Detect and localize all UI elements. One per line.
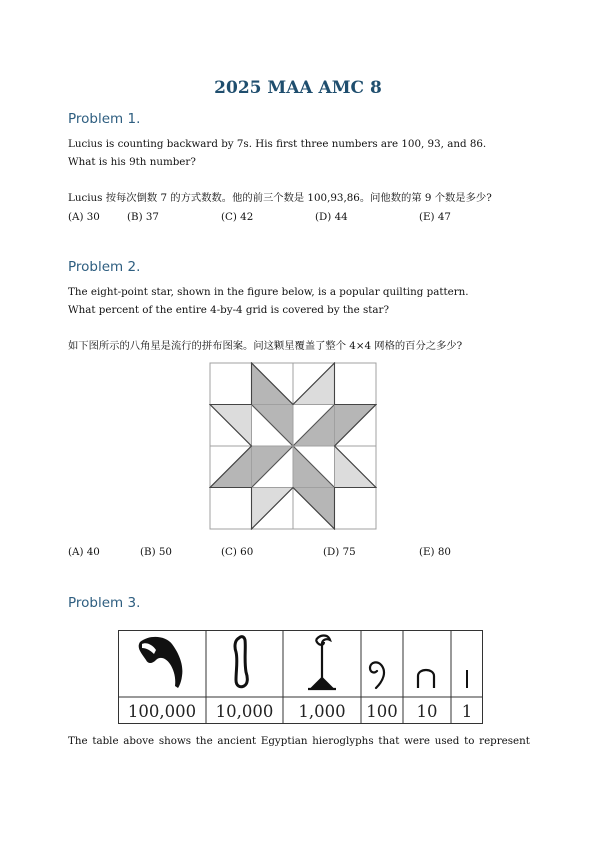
word: ancient [217,735,257,747]
hieroglyph-table [118,630,484,725]
word: shows [158,735,192,747]
word: The [68,735,88,747]
problem-2-option-a: (A) 40 [68,546,100,558]
value-10000: 10,000 [215,702,274,721]
problem-2-option-e: (E) 80 [419,546,451,558]
problem-1-option-a: (A) 30 [68,211,100,223]
heel-bone-hieroglyph-icon [418,670,434,688]
problem-2-chinese: 如下图所示的八角星是流行的拼布图案。问这颗星覆盖了整个 4×4 网格的百分之多少? [68,340,463,352]
value-1000: 1,000 [298,702,346,721]
value-100000: 100,000 [127,702,197,721]
word: table [92,735,119,747]
value-100: 100 [366,702,398,721]
value-1: 1 [461,702,473,721]
problem-2-option-d: (D) 75 [323,546,356,558]
word: represent [479,735,530,747]
grid-lines [210,363,376,529]
word: the [195,735,213,747]
problem-1-option-c: (C) 42 [221,211,254,223]
problem-1-heading: Problem 1. [68,111,141,127]
problem-1-line-2: What is his 9th number? [68,156,196,168]
problem-1-option-b: (B) 37 [127,211,159,223]
tadpole-hieroglyph-icon [139,637,183,688]
problem-1-option-d: (D) 44 [315,211,348,223]
problem-1-chinese: Lucius 按每次倒数 7 的方式数数。他的前三个数是 100,93,86。问他数的第 9 个数是多少? [68,192,492,204]
lotus-hieroglyph-icon [308,636,336,690]
page-title: 2025 MAA AMC 8 [214,78,382,98]
eight-point-star-figure [209,362,377,530]
problem-3-heading: Problem 3. [68,595,141,611]
value-10: 10 [416,702,438,721]
problem-1-option-e: (E) 47 [419,211,451,223]
problem-2-heading: Problem 2. [68,259,141,275]
problem-1-line-1: Lucius is counting backward by 7s. His first three numbers are 100, 93, and 86. [68,138,487,150]
problem-2-option-c: (C) 60 [221,546,254,558]
finger-hieroglyph-icon [235,637,247,687]
word: Egyptian [260,735,308,747]
coil-hieroglyph-icon [370,662,384,688]
word: above [123,735,155,747]
word: that [378,735,400,747]
problem-2-option-b: (B) 50 [140,546,172,558]
word: hieroglyphs [312,735,374,747]
word: to [464,735,475,747]
problem-3-text-line [68,735,530,747]
problem-2-line-2: What percent of the entire 4-by-4 grid is covered by the star? [68,304,389,316]
word: were [404,735,431,747]
problem-2-line-1: The eight-point star, shown in the figure below, is a popular quilting pattern. [68,286,469,298]
word: used [434,735,460,747]
